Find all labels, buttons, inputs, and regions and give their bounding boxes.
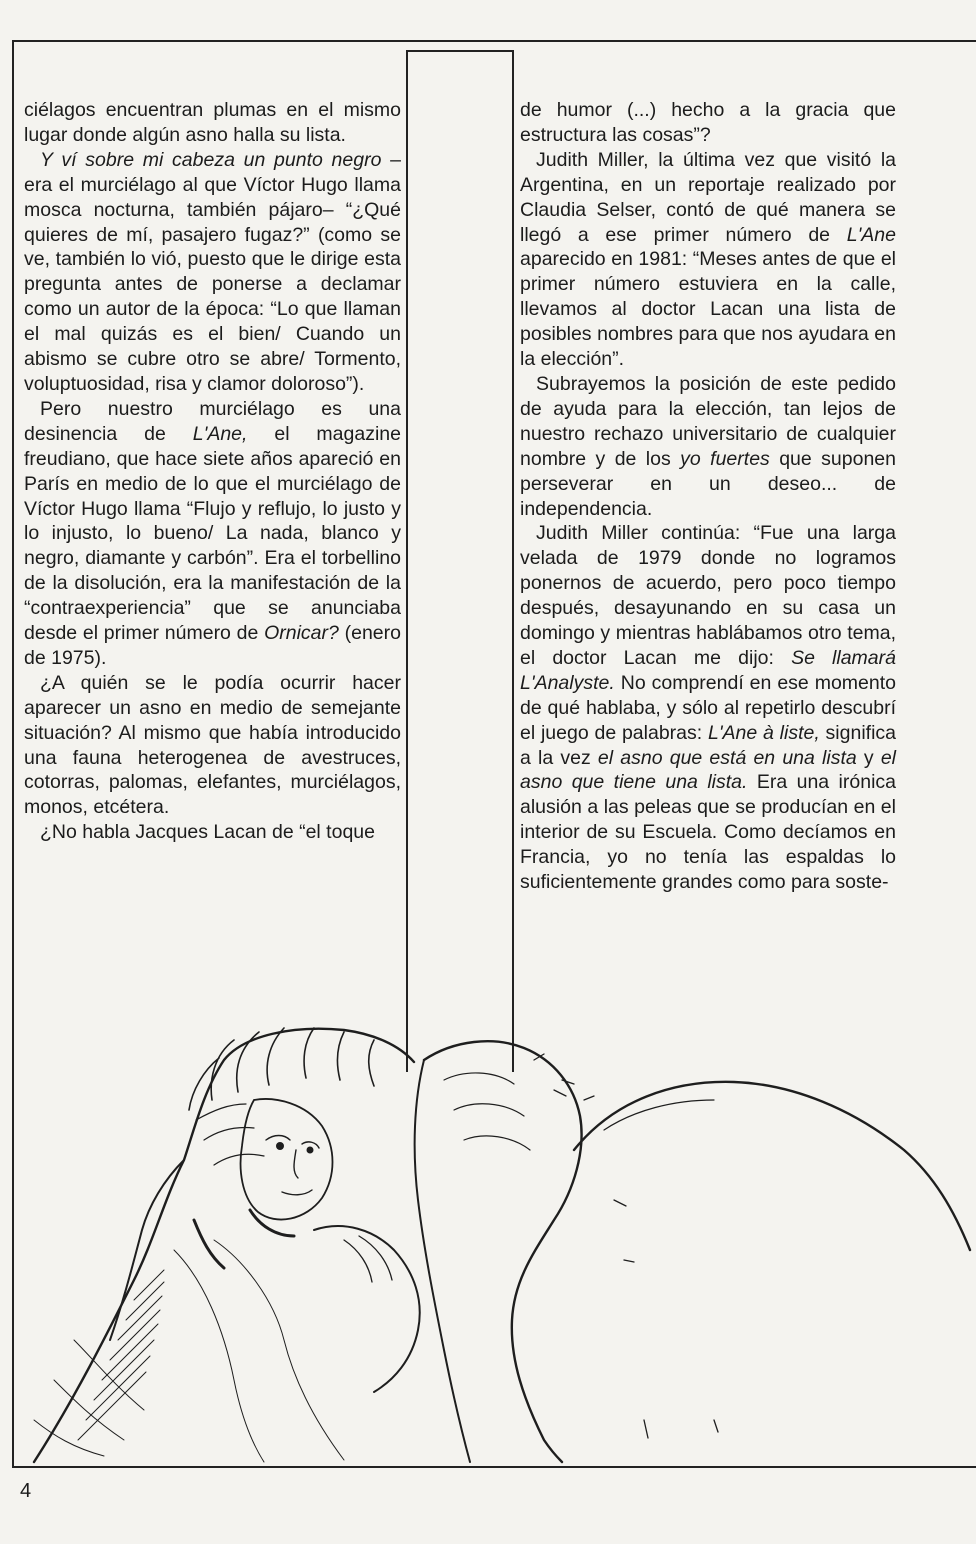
paragraph: [520, 98, 896, 148]
italic-text: L'Ane à liste,: [707, 721, 820, 744]
text-run: Judith Miller continúa: “Fue una larga velada de 1979 donde no logramos ponernos de acuerdo, pero poco tiempo después, desayunando en su casa un domingo y mientras hablábamos otro tema, el doctor Lacan me dijo:: [520, 522, 896, 669]
italic-text: Ornicar?: [264, 622, 339, 645]
italic-text: el asno que tiene una lista.: [520, 746, 897, 794]
text-run: Subrayemos la posición de este pedido de ayuda para la elección, tan lejos de nuestro rechazo universitario de cualquier nombre y de los: [520, 372, 896, 470]
italic-text: yo fuertes: [680, 447, 770, 470]
text-run: No comprendí en ese momento de qué hablaba, y sólo al repetirlo descubrí el juego de palabras:: [520, 671, 896, 744]
italic-text: L'Ane: [846, 223, 896, 246]
paragraph: [24, 148, 401, 397]
page-frame-bottom-rule: [12, 1466, 976, 1468]
page-number: 4: [20, 1480, 32, 1502]
paragraph: [24, 820, 401, 845]
text-run: y: [856, 746, 881, 769]
paragraph: [24, 397, 401, 671]
text-run: Era una irónica alusión a las peleas que se producían en el interior de su Escuela. Como decíamos en Francia, yo no tenía las espaldas lo suficientemente grandes como para soste-: [520, 771, 897, 894]
page-edge-mark: [970, 40, 976, 42]
text-run: ¿No habla Jacques Lacan de “el toque: [40, 821, 375, 844]
text-run: de humor (...) hecho a la gracia que estructura las cosas”?: [520, 99, 896, 146]
italic-text: el asno que está en una lista: [597, 746, 857, 769]
paragraph: [24, 98, 401, 148]
paragraph: [520, 372, 896, 521]
text-run: que suponen perseverar en un deseo... de independencia.: [520, 447, 896, 520]
text-run: Pero nuestro murciélago es una desinencia de: [24, 397, 401, 445]
paragraph: [24, 671, 401, 820]
page-frame-top-rule: [12, 40, 976, 42]
ink-sketch-illustration: [14, 1000, 974, 1464]
text-run: ciélagos encuentran plumas en el mismo lugar donde algún asno halla su lista.: [24, 99, 401, 146]
text-run: Judith Miller, la última vez que visitó la Argentina, en un reportaje realizado por Claudia Selser, contó de qué manera se llegó a ese primer número de: [520, 148, 896, 246]
text-run: ¿A quién se le podía ocurrir hacer aparecer un asno en medio de semejante situación? Al mismo que había introducido una fauna heterogenea de avestruces, cotorras, palomas, elefantes, murciélagos, monos, etcétera.: [24, 671, 401, 819]
paragraph: [520, 521, 896, 895]
text-run: el magazine freudiano, que hace siete años apareció en París en medio de lo que el murciélago de Víctor Hugo llama “Flujo y reflujo, lo justo y lo injusto, lo bueno/ La nada, blanco y negro, diamante y carbón”. Era el torbellino de la disolución, era la manifestación de la “contraexperiencia” que se anunciaba desde el primer número de: [24, 422, 401, 645]
right-text-column: [520, 98, 896, 895]
text-run: (enero de 1975).: [24, 622, 401, 669]
italic-text: Y ví sobre mi cabeza un punto negro: [40, 148, 382, 171]
italic-text: Se llamará L'Analyste.: [520, 646, 896, 694]
column-divider-box: [406, 50, 514, 1072]
text-run: –era el murciélago al que Víctor Hugo llama mosca nocturna, también pájaro– “¿Qué quieres de mí, pasajero fugaz?” (como se ve, también lo vió, puesto que le dirige esta pregunta antes de ponerse a declamar como un autor de la época: “Lo que llaman el mal quizás es el bien/ Cuando un abismo se cubre otro se abre/ Tormento, voluptuosidad, risa y clamor doloroso”).: [24, 148, 401, 395]
left-text-column: [24, 98, 401, 845]
paragraph: [520, 148, 896, 372]
text-run: significa a la vez: [520, 721, 897, 769]
text-run: aparecido en 1981: “Meses antes de que el primer número estuviera en la calle, llevamos al doctor Lacan una lista de posibles nombres para que nos ayudara en la elección”.: [520, 248, 896, 371]
italic-text: L'Ane,: [192, 422, 248, 445]
